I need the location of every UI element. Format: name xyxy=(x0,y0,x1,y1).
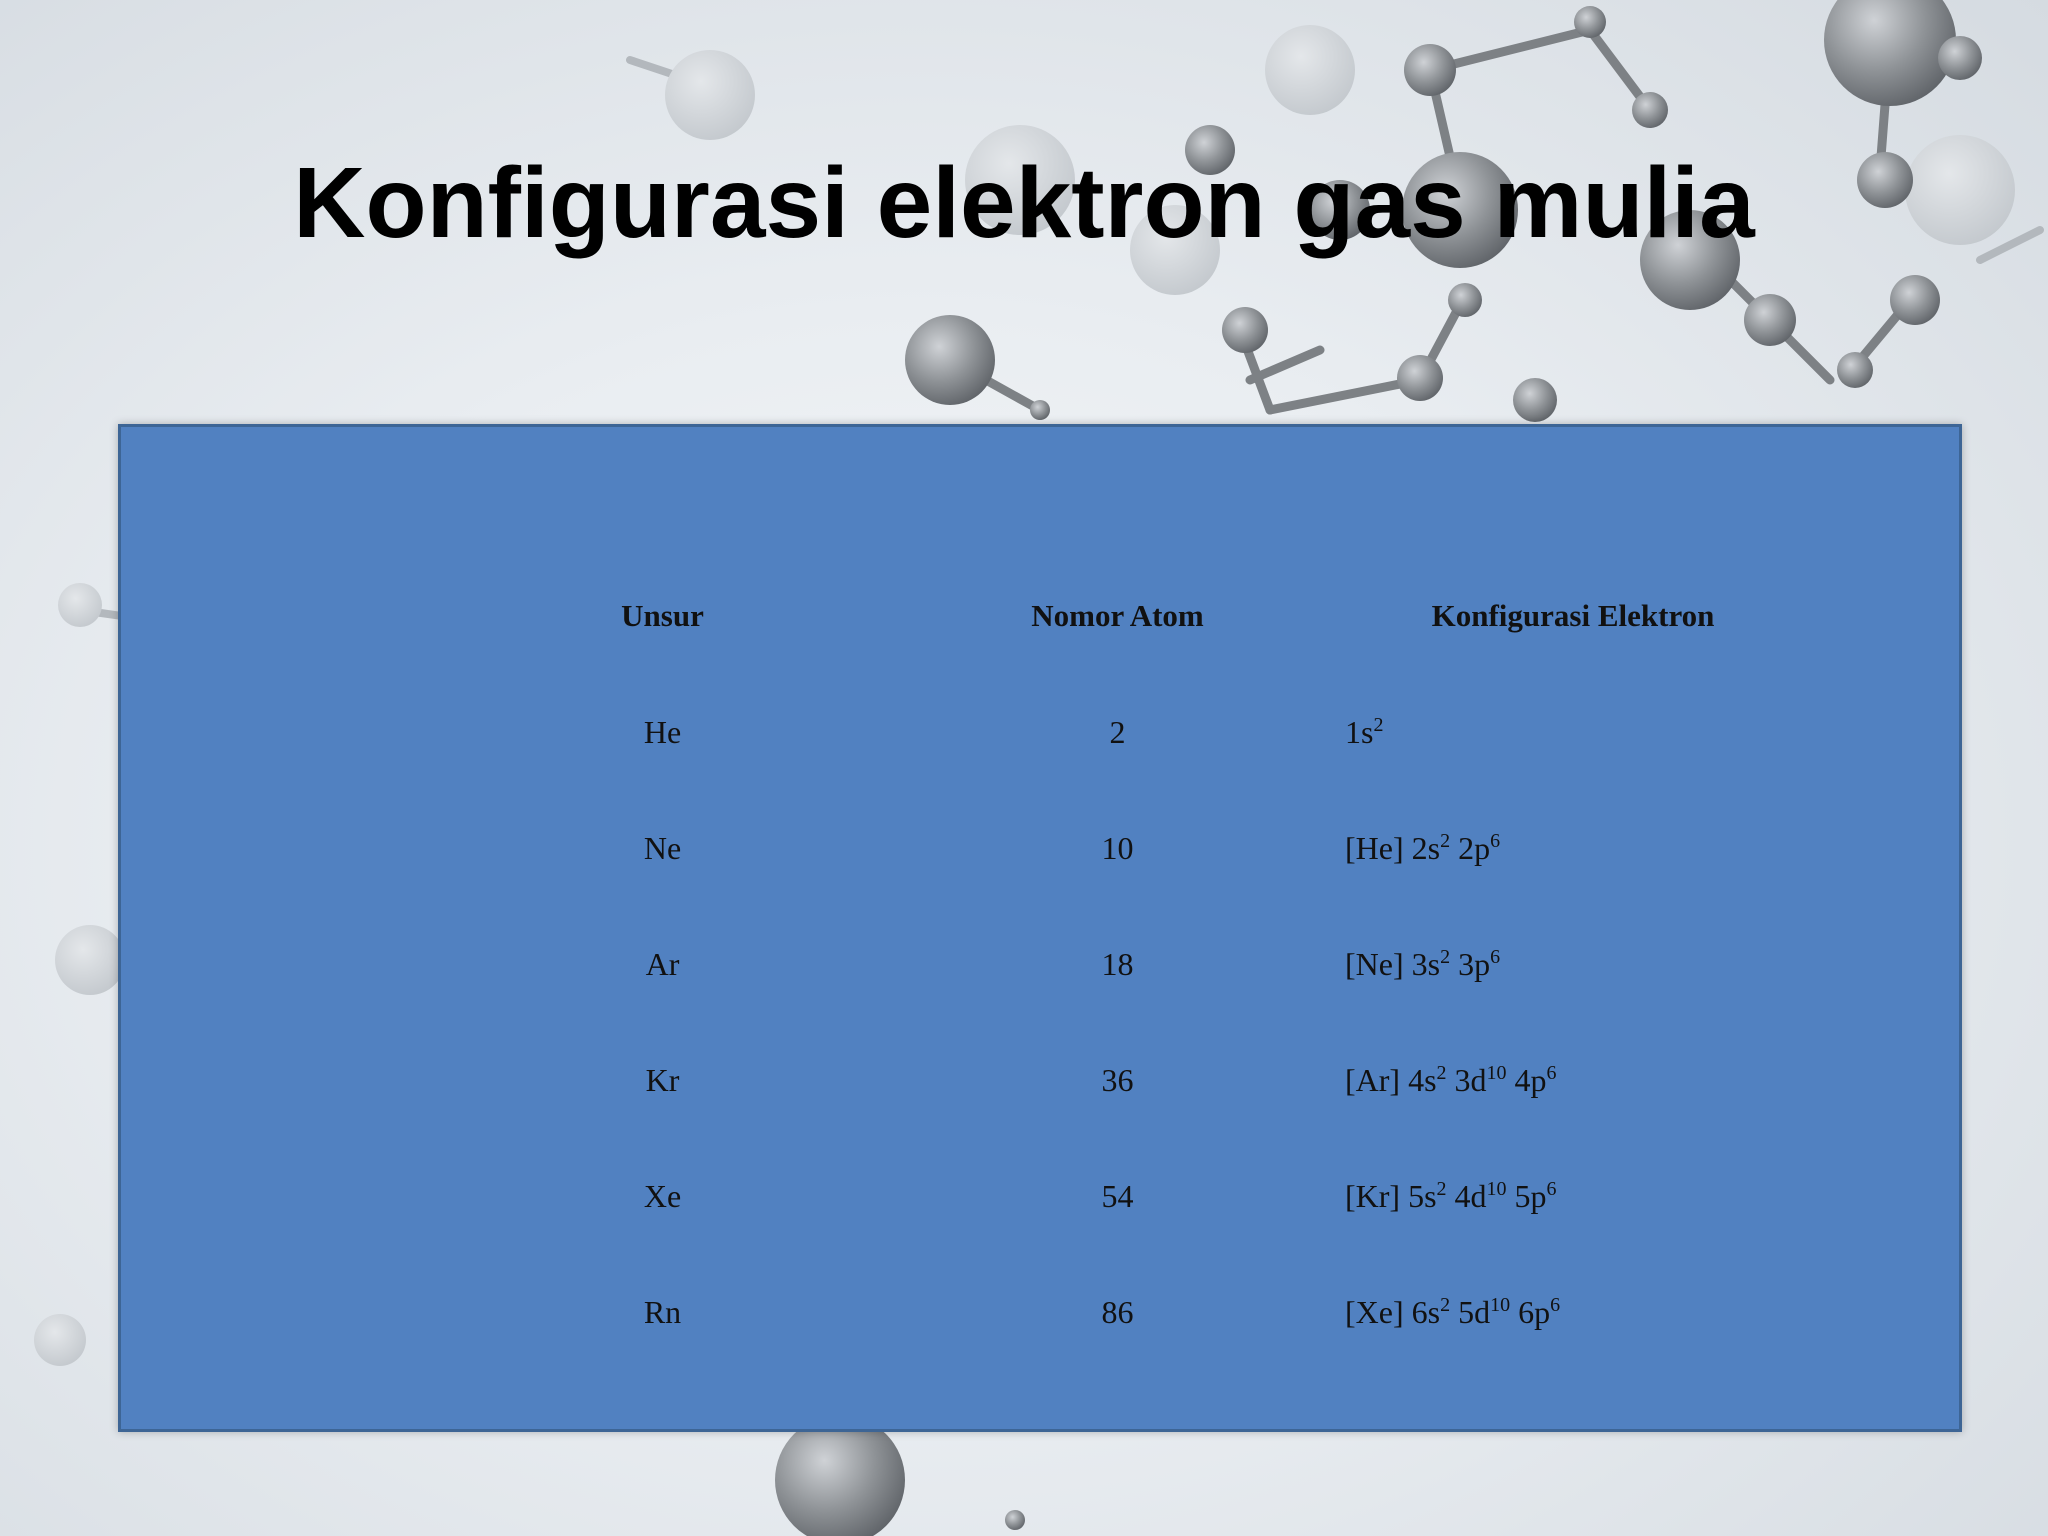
configuration-superscript: 6 xyxy=(1546,1177,1557,1200)
element-symbol: He xyxy=(643,713,682,750)
table-row xyxy=(435,906,1801,1022)
slide-title: Konfigurasi elektron gas mulia xyxy=(293,147,1755,259)
atomic-number: 18 xyxy=(1101,945,1134,982)
table-row xyxy=(435,790,1801,906)
element-symbol: Ar xyxy=(645,945,680,982)
configuration-text: 1s xyxy=(1345,713,1374,750)
configuration-superscript: 2 xyxy=(1436,1061,1447,1084)
electron-configuration-table xyxy=(435,558,1801,1370)
element-symbol: Xe xyxy=(643,1177,682,1214)
configuration-superscript: 6 xyxy=(1546,1061,1557,1084)
configuration-text: 6p xyxy=(1510,1293,1551,1330)
configuration-superscript: 10 xyxy=(1490,1293,1511,1316)
element-symbol: Kr xyxy=(645,1061,680,1098)
configuration-text: [He] 2s xyxy=(1345,829,1441,866)
table-row xyxy=(435,674,1801,790)
element-symbol: Ne xyxy=(643,829,682,866)
element-symbol: Rn xyxy=(643,1293,682,1330)
column-header-konfigurasi: Konfigurasi Elektron xyxy=(1431,598,1715,633)
configuration-superscript: 6 xyxy=(1550,1293,1561,1316)
column-header-unsur: Unsur xyxy=(621,598,704,633)
configuration-superscript: 2 xyxy=(1440,1293,1451,1316)
configuration-text: 2p xyxy=(1450,829,1491,866)
electron-configuration xyxy=(1345,1022,1801,1138)
table-row xyxy=(435,1138,1801,1254)
atomic-number: 2 xyxy=(1109,713,1126,750)
configuration-text: [Xe] 6s xyxy=(1345,1293,1441,1330)
electron-configuration xyxy=(1345,790,1801,906)
electron-configuration xyxy=(1345,1254,1801,1370)
configuration-text: 5d xyxy=(1450,1293,1491,1330)
configuration-superscript: 2 xyxy=(1373,713,1384,736)
configuration-superscript: 10 xyxy=(1486,1177,1507,1200)
table-row xyxy=(435,1022,1801,1138)
column-header-nomor-atom: Nomor Atom xyxy=(1031,598,1204,633)
table-panel xyxy=(118,424,1962,1432)
configuration-superscript: 6 xyxy=(1490,945,1501,968)
configuration-superscript: 2 xyxy=(1440,945,1451,968)
configuration-superscript: 6 xyxy=(1490,829,1501,852)
atomic-number: 36 xyxy=(1101,1061,1134,1098)
electron-configuration xyxy=(1345,1138,1801,1254)
atomic-number: 54 xyxy=(1101,1177,1134,1214)
table-row xyxy=(435,1254,1801,1370)
configuration-text: [Kr] 5s xyxy=(1345,1177,1437,1214)
configuration-text: 4d xyxy=(1446,1177,1487,1214)
configuration-text: [Ar] 4s xyxy=(1345,1061,1437,1098)
configuration-text: 5p xyxy=(1506,1177,1547,1214)
electron-configuration xyxy=(1345,906,1801,1022)
configuration-text: 3p xyxy=(1450,945,1491,982)
configuration-superscript: 2 xyxy=(1440,829,1451,852)
electron-configuration xyxy=(1345,674,1801,790)
atomic-number: 86 xyxy=(1101,1293,1134,1330)
table-header-row xyxy=(435,558,1801,674)
atomic-number: 10 xyxy=(1101,829,1134,866)
configuration-superscript: 10 xyxy=(1486,1061,1507,1084)
configuration-superscript: 2 xyxy=(1436,1177,1447,1200)
configuration-text: 3d xyxy=(1446,1061,1487,1098)
configuration-text: [Ne] 3s xyxy=(1345,945,1441,982)
configuration-text: 4p xyxy=(1506,1061,1547,1098)
